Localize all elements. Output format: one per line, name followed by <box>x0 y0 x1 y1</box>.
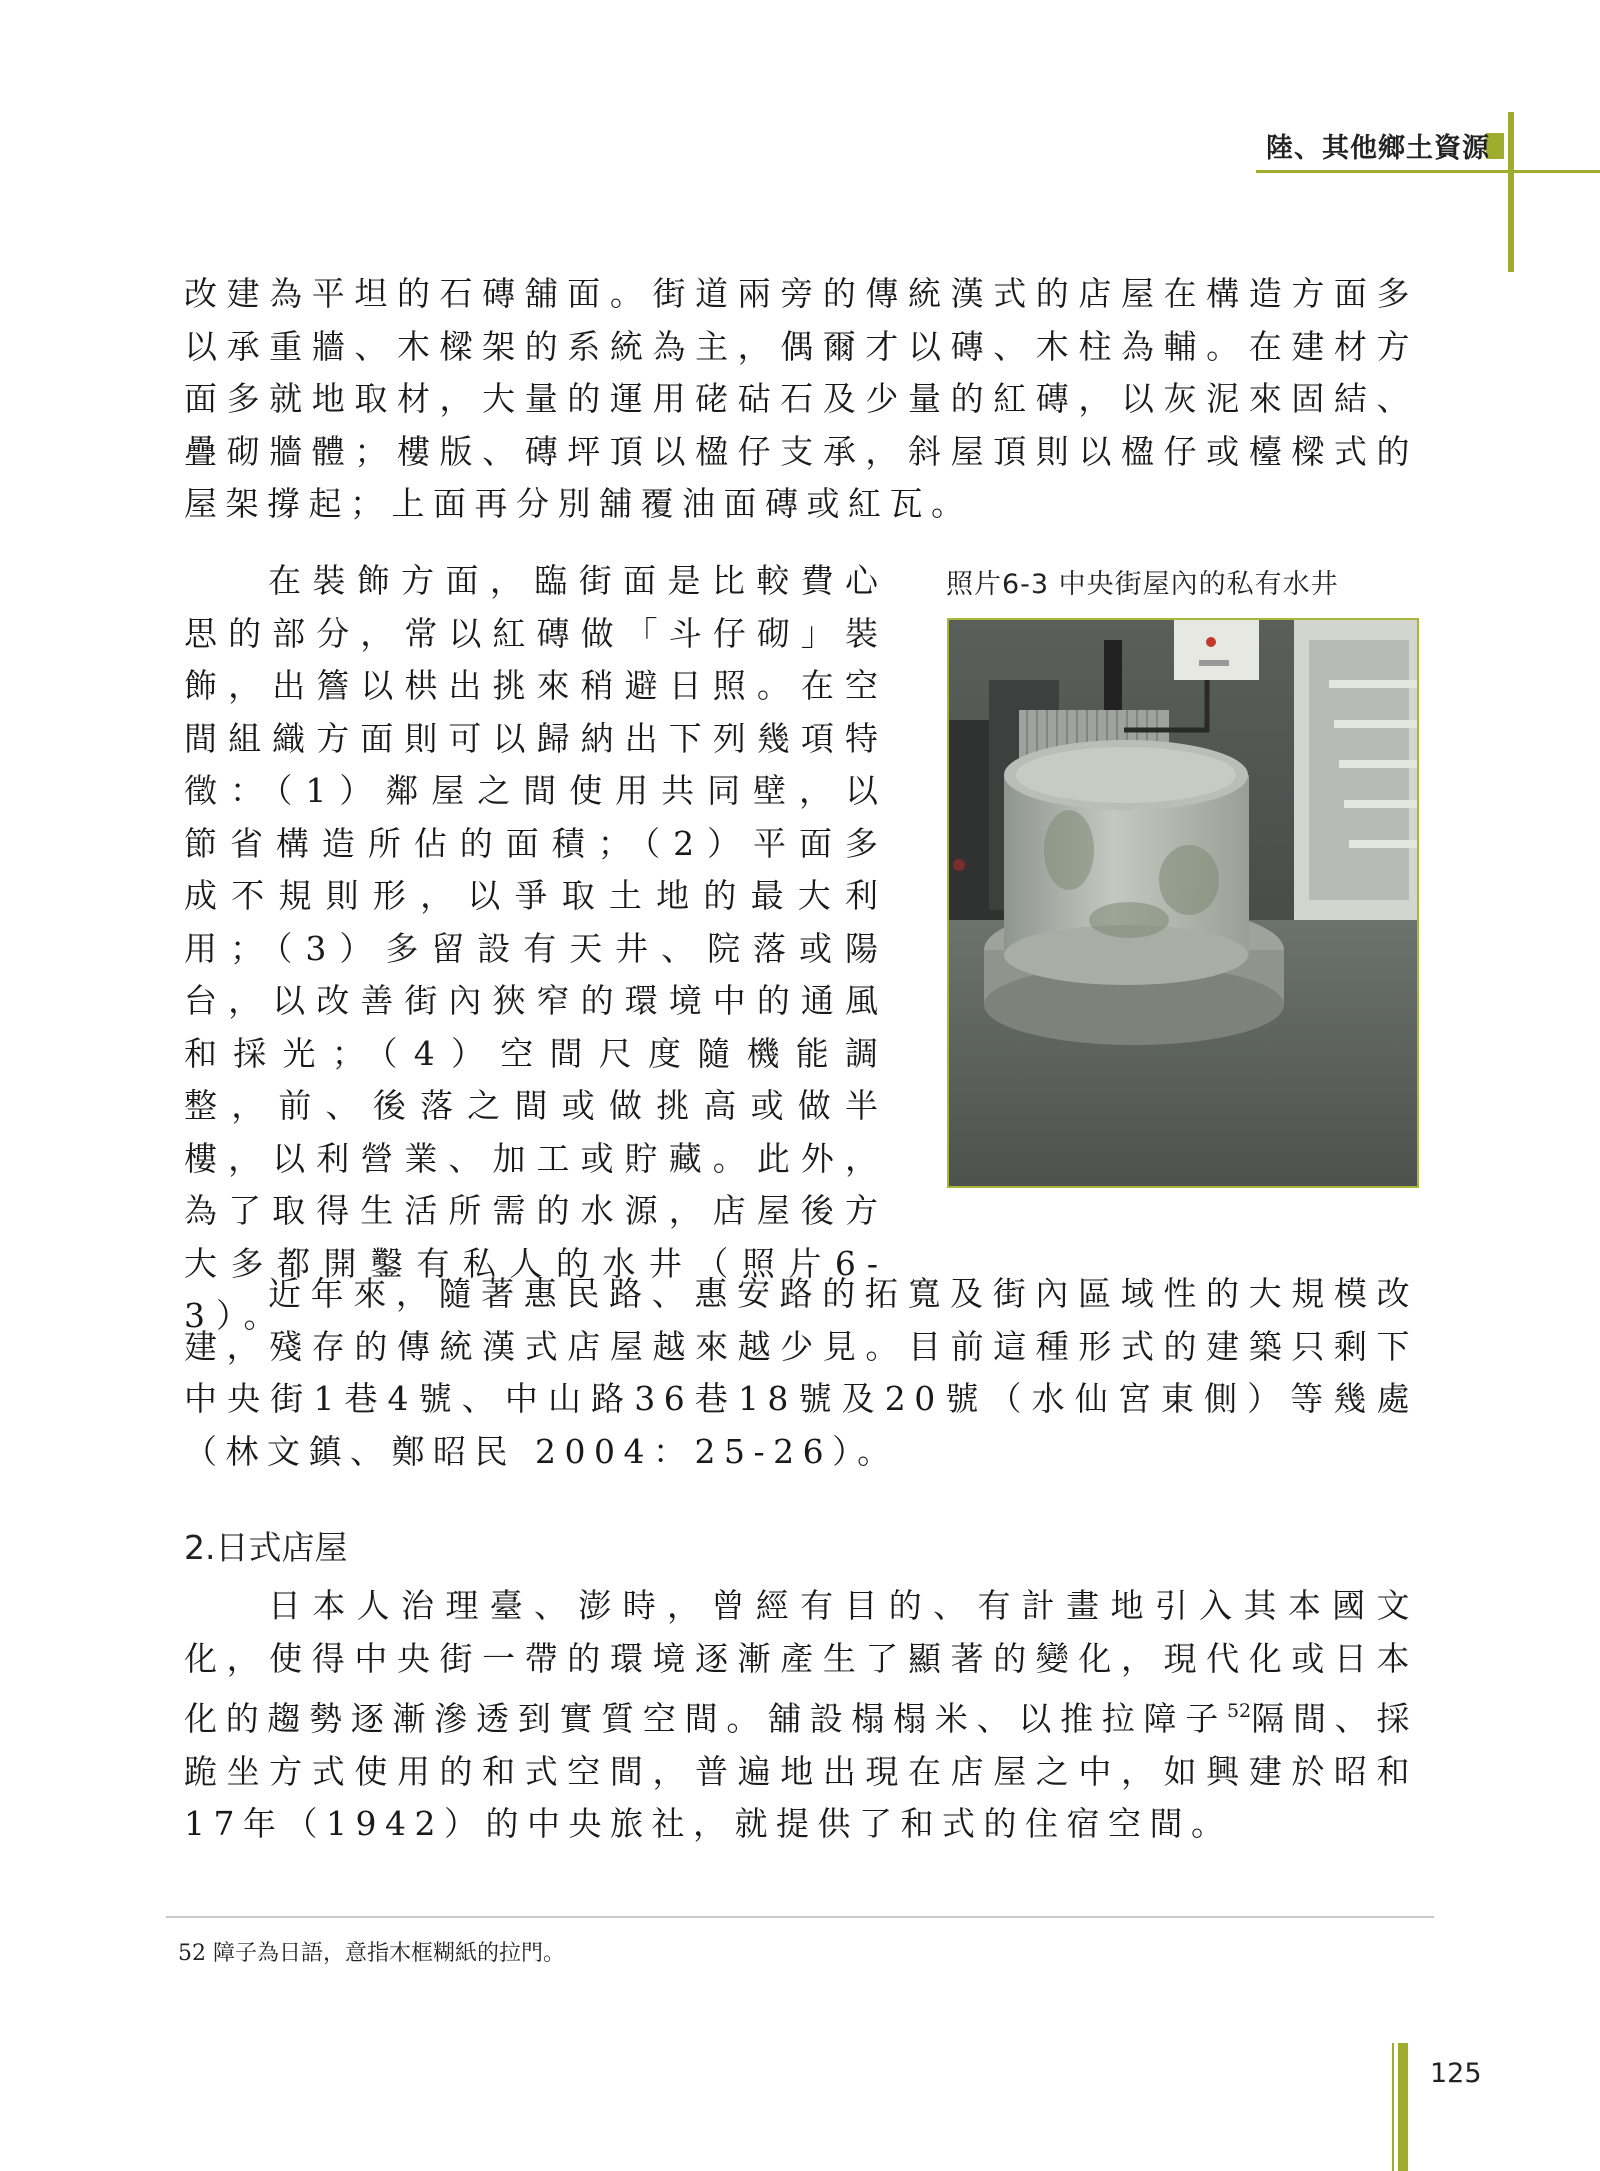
section-heading: 2.日式店屋 <box>184 1528 348 1567</box>
paragraph-4-text-b: 隔間、採跪坐方式使用的和式空間，普遍地出現在店屋之中，如興建於昭和17年（1942）的中央旅社，就提供了和式的住宿空間。 <box>184 1699 1419 1843</box>
paragraph-4 <box>184 1580 1418 1851</box>
page-number: 125 <box>1430 2058 1482 2089</box>
paragraph-4-text-a: 日本人治理臺、澎時，曾經有目的、有計畫地引入其本國文化，使得中央街一帶的環境逐漸產生了顯著的變化，現代化或日本化的趨勢逐漸滲透到實質空間。舖設榻榻米、以推拉障子 <box>184 1586 1418 1738</box>
page-number-bar <box>1398 2043 1408 2171</box>
paragraph-3: 近年來，隨著惠民路、惠安路的拓寬及街內區域性的大規模改建，殘存的傳統漢式店屋越來越少見。目前這種形式的建築只剩下中央街1巷4號、中山路36巷18號及20號（水仙宮東側）等幾處（林文鎮、鄭昭民 2004：25-26）。 <box>184 1274 1418 1471</box>
chapter-title: 陸、其他鄉土資源 <box>1266 133 1490 164</box>
page-number-rule <box>1392 2043 1394 2171</box>
footnote: 52 障子為日語，意指木框糊紙的拉門。 <box>178 1941 565 1966</box>
header-rule <box>1256 170 1600 173</box>
photo-caption: 照片6-3 中央街屋內的私有水井 <box>946 569 1339 600</box>
header-accent-bar <box>1508 112 1514 272</box>
footnote-divider <box>166 1916 1434 1918</box>
paragraph-2: 在裝飾方面，臨街面是比較費心思的部分，常以紅磚做「斗仔砌」裝飾，出簷以栱出挑來稍避日照。在空間組織方面則可以歸納出下列幾項特徵：（1）鄰屋之間使用共同壁，以節省構造所佔的面積；（2）平面多成不規則形，以爭取土地的最大利用；（3）多留設有天井、院落或陽台，以改善街內狹窄的環境中的通風和採光；（4）空間尺度隨機能調整，前、後落之間或做挑高或做半樓，以利營業、加工或貯藏。此外，為了取得生活所需的水源，店屋後方大多都開鑿有私人的水井（照片6-3）。 <box>184 561 889 1335</box>
well-photo <box>947 618 1419 1188</box>
paragraph-1: 改建為平坦的石磚舖面。街道兩旁的傳統漢式的店屋在構造方面多以承重牆、木樑架的系統為主，偶爾才以磚、木柱為輔。在建材方面多就地取材，大量的運用硓𥑮石及少量的紅磚，以灰泥來固結、疊砌牆體；樓版、磚坪頂以楹仔支承，斜屋頂則以楹仔或檯樑式的屋架撐起；上面再分別舖覆油面磚或紅瓦。 <box>184 274 1418 523</box>
footnote-reference[interactable]: 52 <box>1226 1700 1252 1722</box>
